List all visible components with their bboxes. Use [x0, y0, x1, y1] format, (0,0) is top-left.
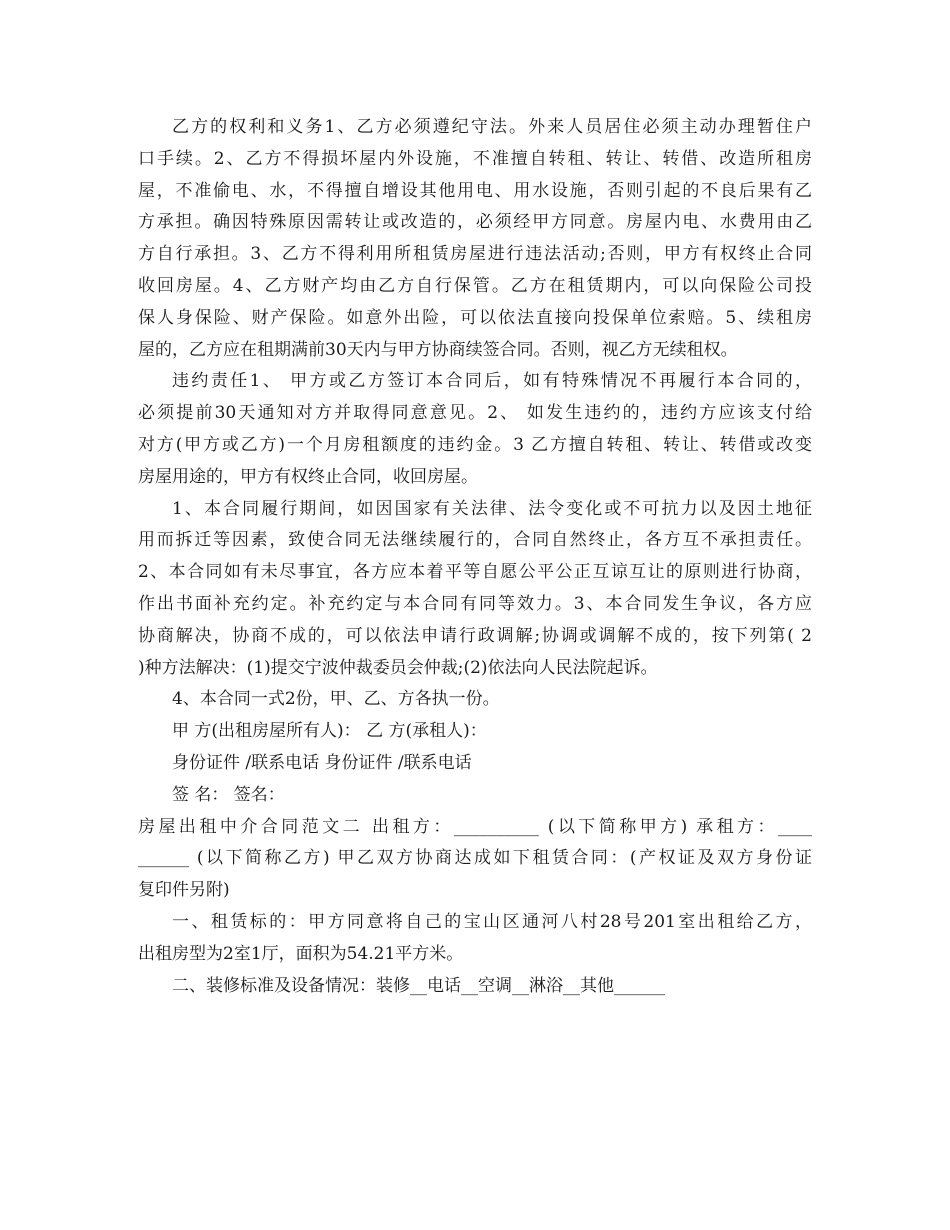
- text-line: 二、装修标准及设备情况：装修__电话__空调__淋浴__其他______: [172, 975, 665, 996]
- text-line: 1、本合同履行期间，如因国家有关法律、法令变化或不可抗力以及因土地征: [172, 498, 812, 519]
- text-line: ______ (以下简称乙方) 甲乙双方协商达成如下租赁合同：(产权证及双方身份证: [138, 848, 812, 869]
- text-line: 对方(甲方或乙方)一个月房租额度的违约金。3 乙方擅自转租、转让、转借或改变: [138, 434, 812, 455]
- document-page: [138, 112, 812, 1002]
- text-line: 复印件另附): [138, 880, 230, 901]
- text-line: )种方法解决：(1)提交宁波仲裁委员会仲裁;(2)依法向人民法院起诉。: [138, 657, 658, 678]
- text-line: 口手续。2、乙方不得损坏屋内外设施，不准擅自转租、转让、转借、改造所租房: [138, 148, 812, 169]
- text-line: 用而拆迁等因素，致使合同无法继续履行的，合同自然终止，各方互不承担责任。: [138, 530, 812, 551]
- text-line: 保人身保险、财产保险。如意外出险，可以依法直接向投保单位索赔。5、续租房: [138, 307, 812, 328]
- text-line: 一、租赁标的：甲方同意将自己的宝山区通河八村28号201室出租给乙方，: [172, 911, 812, 932]
- section-title-line: 房屋出租中介合同范文二 出租方：__________ (以下简称甲方) 承租方：____: [138, 816, 812, 837]
- text-line: 屋，不准偷电、水，不得擅自增设其他用电、用水设施，否则引起的不良后果有乙: [138, 180, 812, 201]
- text-line: 协商解决，协商不成的，可以依法申请行政调解;协调或调解不成的，按下列第( 2: [138, 625, 812, 646]
- signature-party-line: 甲 方(出租房屋所有人)： 乙 方(承租人)：: [172, 721, 487, 742]
- text-line: 乙方的权利和义务1、乙方必须遵纪守法。外来人员居住必须主动办理暂住户: [172, 117, 812, 137]
- signature-id-line: 身份证件 /联系电话 身份证件 /联系电话: [172, 752, 472, 773]
- text-line: 收回房屋。4、乙方财产均由乙方自行保管。乙方在租赁期内，可以向保险公司投: [138, 275, 812, 296]
- text-line: 屋的，乙方应在租期满前30天内与甲方协商续签合同。否则，视乙方无续租权。: [138, 339, 738, 360]
- signature-sign-line: 签 名： 签名：: [172, 784, 285, 805]
- text-line: 作出书面补充约定。补充约定与本合同有同等效力。3、本合同发生争议，各方应: [138, 593, 812, 614]
- text-line: 出租房型为2室1厅，面积为54.21平方米。: [138, 943, 464, 964]
- text-line: 必须提前30天通知对方并取得同意意见。2、 如发生违约的，违约方应该支付给: [138, 403, 812, 424]
- text-line: 4、本合同一式2份，甲、乙、方各执一份。: [172, 689, 500, 710]
- text-line: 房屋用途的，甲方有权终止合同，收回房屋。: [138, 466, 478, 487]
- text-line: 2、本合同如有未尽事宜，各方应本着平等自愿公平公正互谅互让的原则进行协商，: [138, 562, 812, 583]
- text-line: 方承担。确因特殊原因需转让或改造的，必须经甲方同意。房屋内电、水费用由乙: [138, 212, 812, 233]
- text-line: 方自行承担。3、乙方不得利用所租赁房屋进行违法活动;否则，甲方有权终止合同: [138, 244, 812, 265]
- text-line: 违约责任1、 甲方或乙方签订本合同后，如有特殊情况不再履行本合同的，: [172, 371, 812, 392]
